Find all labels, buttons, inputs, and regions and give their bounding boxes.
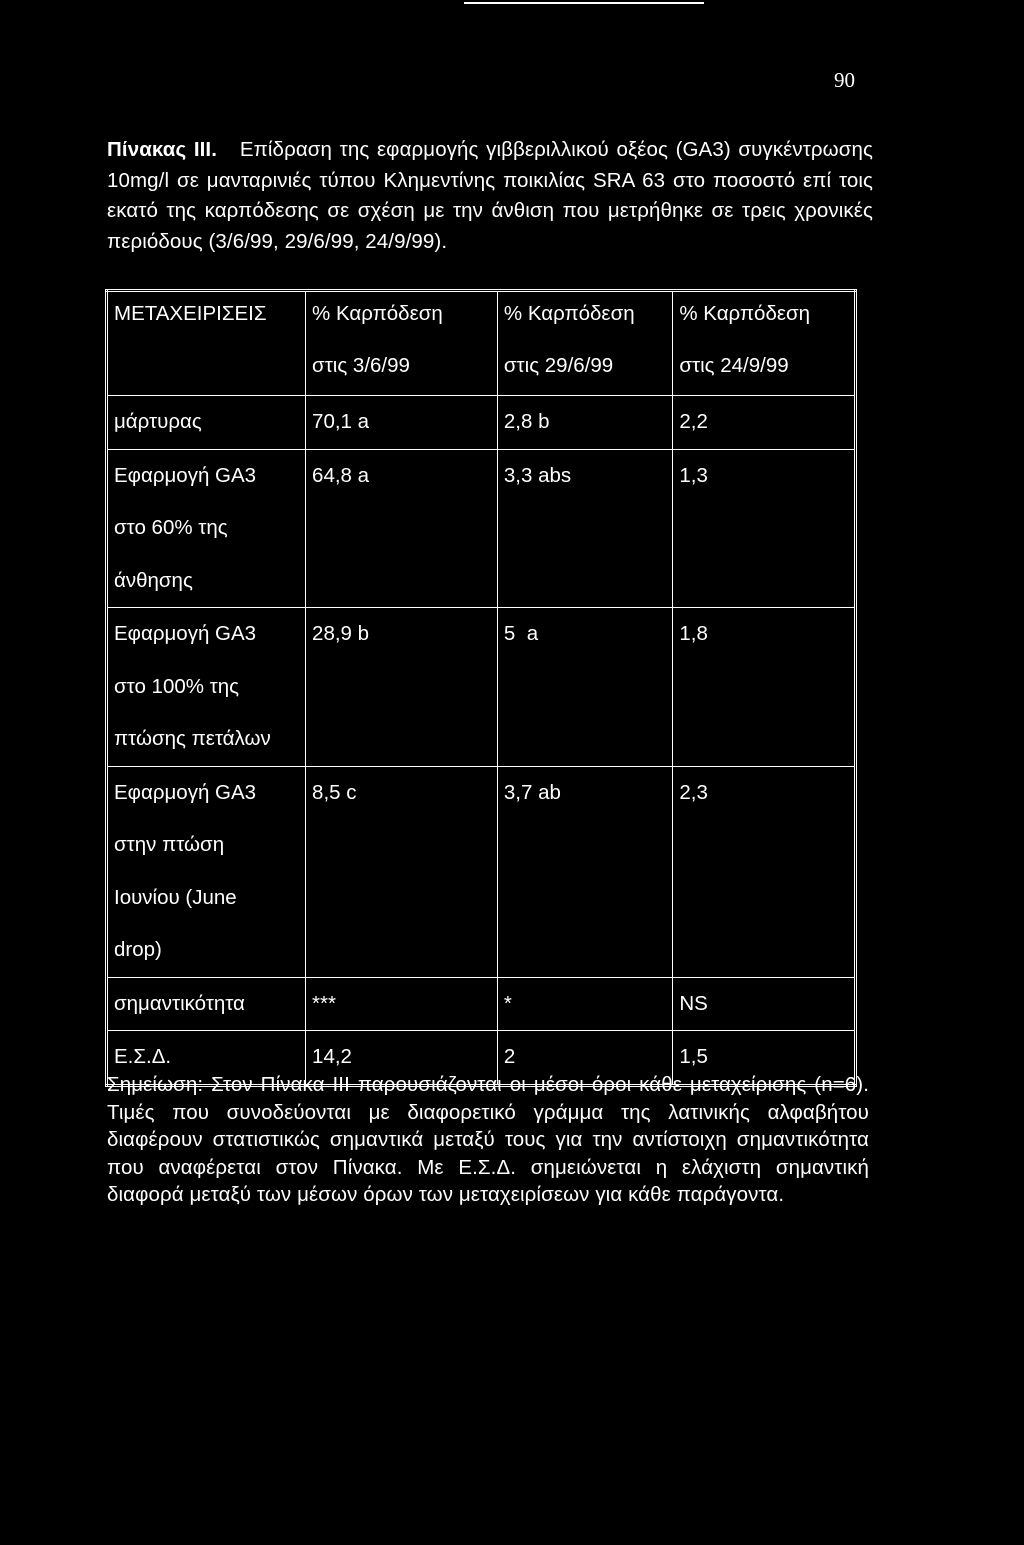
value-cell bbox=[673, 449, 856, 608]
value-cell bbox=[306, 608, 498, 767]
treatment-text: στο 60% της bbox=[114, 516, 228, 539]
value-text: 28,9 b bbox=[312, 622, 370, 645]
header-text: στις 29/6/99 bbox=[503, 353, 614, 377]
treatment-text: στο 100% της bbox=[114, 674, 240, 698]
value-text: 2,8 b bbox=[503, 410, 550, 433]
value-text: 14,2 bbox=[312, 1045, 352, 1068]
treatment-text: στην πτώση bbox=[114, 833, 225, 856]
header-cell-date3 bbox=[673, 291, 856, 396]
value-cell bbox=[306, 449, 498, 608]
table-row bbox=[107, 608, 856, 767]
value-cell bbox=[497, 608, 672, 767]
table-caption bbox=[107, 135, 873, 257]
treatment-text: drop) bbox=[114, 938, 162, 961]
caption-label: Πίνακας III. bbox=[107, 138, 218, 161]
table-row bbox=[107, 977, 856, 1031]
treatment-text: Εφαρμογή GA3 bbox=[114, 622, 257, 645]
header-text: ΜΕΤΑΧΕΙΡΙΣΕΙΣ bbox=[114, 302, 267, 325]
treatment-text: άνθησης bbox=[114, 568, 193, 592]
treatment-cell bbox=[107, 608, 306, 767]
treatment-text: Ιουνίου (June bbox=[114, 885, 237, 909]
header-cell-date2 bbox=[497, 291, 672, 396]
treatment-text: μάρτυρας bbox=[114, 410, 202, 433]
value-text: 1,5 bbox=[679, 1045, 708, 1068]
header-text: % Καρπόδεση bbox=[679, 302, 811, 325]
value-text: 64,8 a bbox=[312, 463, 370, 487]
value-cell bbox=[497, 449, 672, 608]
value-text: NS bbox=[679, 991, 708, 1015]
treatment-text: Ε.Σ.Δ. bbox=[114, 1045, 172, 1068]
value-text: * bbox=[503, 991, 512, 1015]
value-text: 8,5 c bbox=[312, 780, 357, 804]
value-cell bbox=[306, 396, 498, 450]
treatment-text: πτώσης πετάλων bbox=[114, 727, 271, 750]
value-text: 3,7 ab bbox=[503, 780, 561, 804]
caption-text: Επίδραση της εφαρμογής γιββεριλλικού οξέος (GA3) συγκέντρωσης 10mg/l σε μανταρινιές τύπου Κλημεντίνης ποικιλίας SRA 63 στο ποσοστό επί τοις εκατό της καρπόδεσης σε σχέση με την άνθιση που μετρήθηκε σε τρεις χρονικές περιόδους (3/6/99, 29/6/99, 24/9/99). bbox=[107, 138, 874, 253]
value-cell bbox=[306, 977, 498, 1031]
header-text: στις 24/9/99 bbox=[679, 353, 789, 377]
treatment-cell bbox=[107, 396, 306, 450]
treatment-cell bbox=[107, 766, 306, 977]
value-text: 1,8 bbox=[679, 622, 708, 645]
value-cell bbox=[497, 977, 672, 1031]
treatment-text: Εφαρμογή GA3 bbox=[114, 463, 257, 487]
value-cell bbox=[673, 977, 856, 1031]
value-cell bbox=[497, 396, 672, 450]
value-text: 2,2 bbox=[679, 410, 708, 433]
value-cell bbox=[673, 608, 856, 767]
value-text: 5 a bbox=[503, 622, 539, 645]
table-note: Σημείωση: Στον Πίνακα III παρουσιάζονται οι μέσοι όροι κάθε μεταχείρισης (n=6). Τιμές που συνοδεύονται με διαφορετικό γράμμα της λατινικής αλφαβήτου διαφέρουν στατιστικώς σημαντικά μεταξύ τους για την αντίστοιχη σημαντικότητα που αναφέρεται στον Πίνακα. Με Ε.Σ.Δ. σημειώνεται η ελάχιστη σημαντική διαφορά μεταξύ των μέσων όρων των μεταχειρίσεων για κάθε παράγοντα. bbox=[107, 1073, 869, 1206]
value-text: 2,3 bbox=[679, 780, 708, 804]
table-row bbox=[107, 766, 856, 977]
value-cell bbox=[306, 766, 498, 977]
value-text: 3,3 abs bbox=[503, 463, 572, 487]
header-text: % Καρπόδεση bbox=[503, 302, 635, 325]
header-text: % Καρπόδεση bbox=[312, 302, 443, 325]
value-text: 70,1 a bbox=[312, 410, 370, 433]
header-cell-date1 bbox=[306, 291, 498, 396]
top-rule bbox=[464, 2, 704, 4]
page-number: 90 bbox=[834, 68, 855, 92]
header-text: στις 3/6/99 bbox=[312, 353, 410, 377]
treatment-cell bbox=[107, 449, 306, 608]
value-cell bbox=[673, 396, 856, 450]
value-text: *** bbox=[312, 991, 336, 1015]
value-cell bbox=[497, 766, 672, 977]
table-row bbox=[107, 396, 856, 450]
table-row bbox=[107, 449, 856, 608]
data-table bbox=[105, 289, 857, 1087]
treatment-text: σημαντικότητα bbox=[114, 991, 245, 1015]
table-header-row bbox=[107, 291, 856, 396]
treatment-text: Εφαρμογή GA3 bbox=[114, 780, 257, 804]
treatment-cell bbox=[107, 977, 306, 1031]
value-cell bbox=[673, 766, 856, 977]
header-text-spacer bbox=[114, 344, 305, 396]
header-cell-treatments bbox=[107, 291, 306, 396]
value-text: 1,3 bbox=[679, 463, 708, 487]
value-text: 2 bbox=[503, 1045, 516, 1068]
